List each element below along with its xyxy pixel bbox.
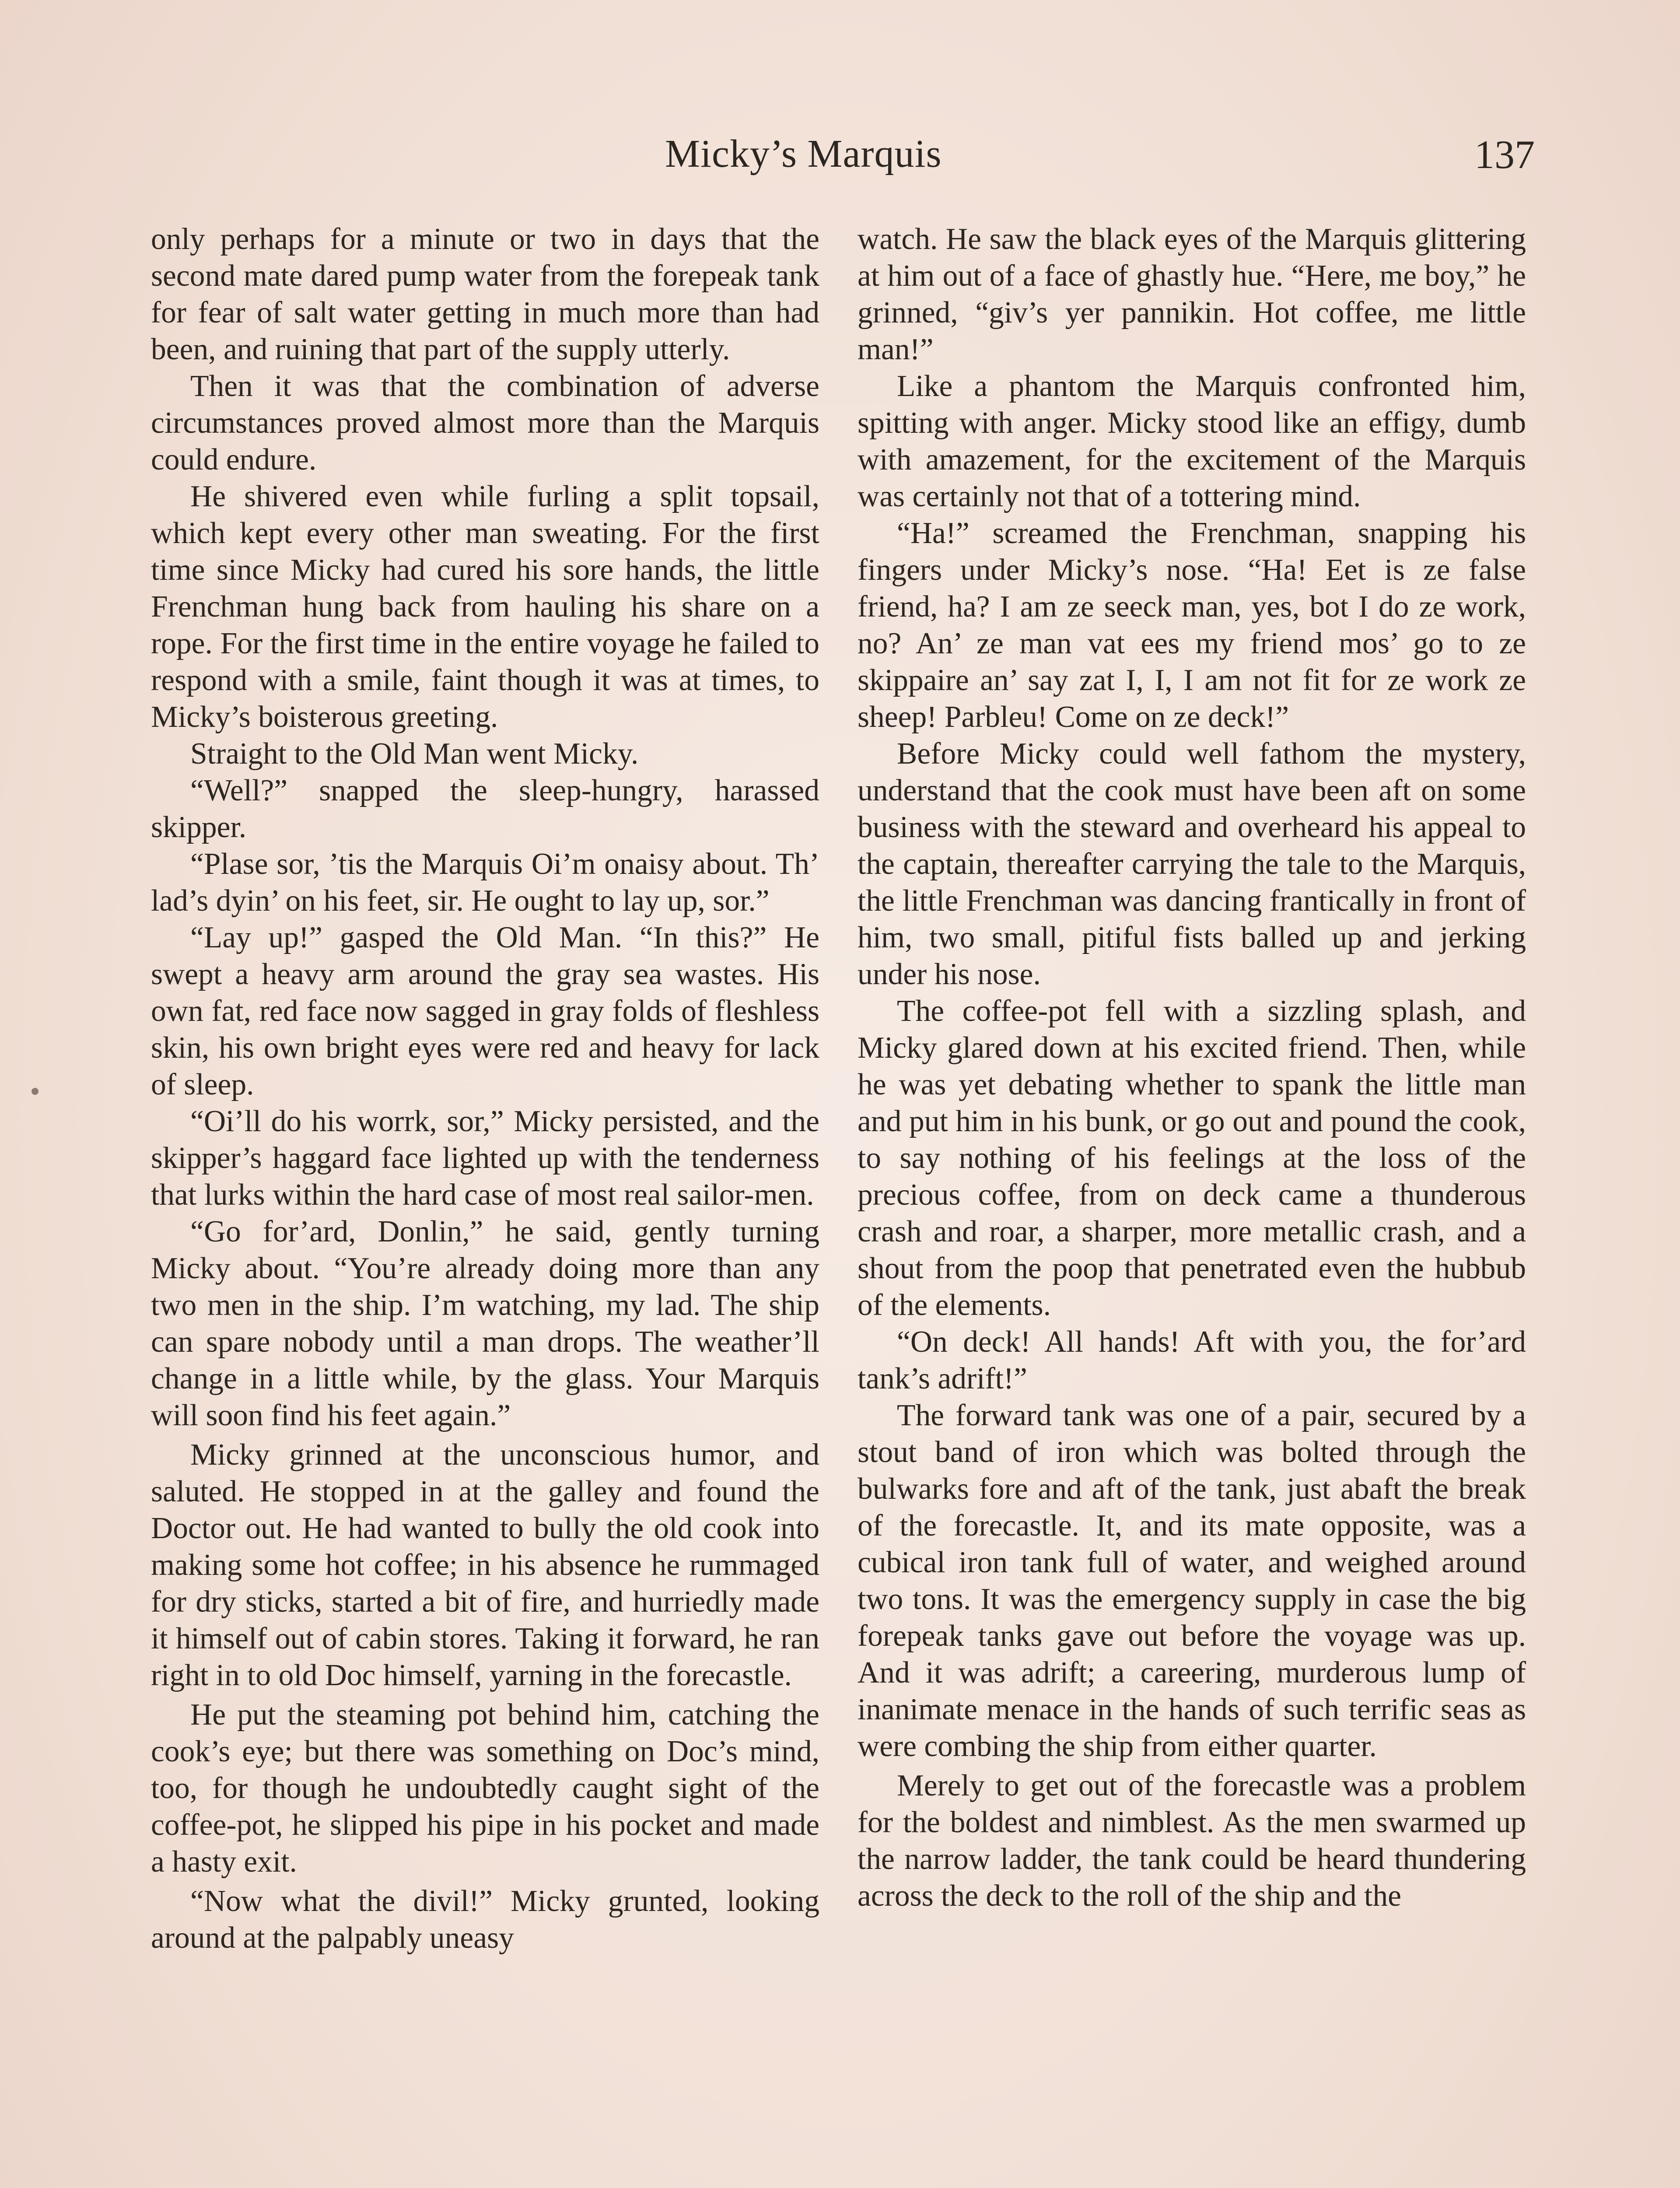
paragraph: He put the steaming pot behind him, catching the cook’s eye; but there was something on Doc’s mind, too, for though he undoubtedly caught sight of the coffee-pot, he slipped his pipe in his pocket and made a hasty exit.: [151, 1698, 819, 1879]
paragraph: He shivered even while furling a split topsail, which kept every other man sweating. For the first time since Micky had cured his sore hands, the little Frenchman hung back from hauling his share on a rope. For the first time in the entire voyage he failed to respond with a smile, faint though it was at times, to Micky’s boisterous greeting.: [151, 480, 819, 734]
paragraph: “Plase sor, ’tis the Marquis Oi’m onaisy about. Th’ lad’s dyin’ on his feet, sir. He ought to lay up, sor.”: [151, 847, 819, 918]
paragraph: Like a phantom the Marquis confronted him, spitting with anger. Micky stood like an effigy, dumb with amazement, for the excitement of the Marquis was certainly not that of a tottering mind.: [858, 369, 1526, 513]
paragraph: Straight to the Old Man went Micky.: [190, 737, 639, 771]
paper-speck: [32, 1088, 38, 1095]
paragraph: The forward tank was one of a pair, secured by a stout band of iron which was bolted through the bulwarks fore and aft of the tank, just abaft the break of the forecastle. It, and its mate opposite, was a cubical iron tank full of water, and weighed around two tons. It was the emergency supply in case the big forepeak tanks gave out before the voyage was up. And it was adrift; a careering, murderous lump of inanimate menace in the hands of such terrific seas as were combing the ship from either quarter.: [858, 1399, 1526, 1763]
paragraph: Before Micky could well fathom the mystery, understand that the cook must have been aft on some business with the steward and overheard his appeal to the captain, thereafter carrying the tale to the Marquis, the little Frenchman was dancing frantically in front of him, two small, pitiful fists balled up and jerking under his nose.: [858, 737, 1526, 991]
paragraph: “Now what the divil!” Micky grunted, looking around at the palpably uneasy: [151, 1884, 819, 1955]
paragraph: Micky grinned at the unconscious humor, and saluted. He stopped in at the galley and found the Doctor out. He had wanted to bully the old cook into making some hot coffee; in his absence he rummaged for dry sticks, started a bit of fire, and hurriedly made it himself out of cabin stores. Taking it forward, he ran right in to old Doc himself, yarning in the forecastle.: [151, 1438, 819, 1692]
paragraph: “Ha!” screamed the Frenchman, snapping his fingers under Micky’s nose. “Ha! Eet is ze false friend, ha? I am ze seeck man, yes, bot I do ze work, no? An’ ze man vat ees my friend mos’ go to ze skippaire an’ say zat I, I, I am not fit for ze work ze sheep! Parbleu! Come on ze deck!”: [858, 516, 1526, 734]
paragraph: Merely to get out of the forecastle was a problem for the boldest and nimblest. As the men swarmed up the narrow ladder, the tank could be heard thundering across the deck to the roll of the ship and the: [858, 1769, 1526, 1913]
paragraph: only perhaps for a minute or two in days that the second mate dared pump water from the forepeak tank for fear of salt water getting in much more than had been, and ruining that part of the supply utterly.: [151, 222, 819, 366]
page-header: [0, 131, 1680, 184]
left-column: [151, 221, 819, 1957]
paragraph: “Oi’ll do his worrk, sor,” Micky persisted, and the skipper’s haggard face lighted up with the tenderness that lurks within the hard case of most real sailor-men.: [151, 1105, 819, 1212]
right-column: [858, 221, 1526, 1914]
running-title: Micky’s Marquis: [665, 132, 942, 175]
paragraph: watch. He saw the black eyes of the Marquis glittering at him out of a face of ghastly hue. “Here, me boy,” he grinned, “giv’s yer pannikin. Hot coffee, me little man!”: [858, 222, 1526, 366]
paragraph: Then it was that the combination of adverse circumstances proved almost more than the Marquis could endure.: [151, 369, 819, 477]
page-number: 137: [1474, 132, 1535, 177]
paragraph: The coffee-pot fell with a sizzling splash, and Micky glared down at his excited friend. Then, while he was yet debating whether to spank the little man and put him in his bunk, or go out and pound the cook, to say nothing of his feelings at the loss of the precious coffee, from on deck came a thunderous crash and roar, a sharper, more metallic crash, and a shout from the poop that penetrated even the hubbub of the elements.: [858, 994, 1526, 1322]
paragraph: “Well?” snapped the sleep-hungry, harassed skipper.: [151, 774, 819, 844]
paragraph: “On deck! All hands! Aft with you, the for’ard tank’s adrift!”: [858, 1325, 1526, 1396]
paragraph: “Go for’ard, Donlin,” he said, gently turning Micky about. “You’re already doing more than any two men in the ship. I’m watching, my lad. The ship can spare nobody until a man drops. The weather’ll change in a little while, by the glass. Your Marquis will soon find his feet again.”: [151, 1215, 819, 1432]
paragraph: “Lay up!” gasped the Old Man. “In this?” He swept a heavy arm around the gray sea wastes. His own fat, red face now sagged in gray folds of fleshless skin, his own bright eyes were red and heavy for lack of sleep.: [151, 921, 819, 1101]
